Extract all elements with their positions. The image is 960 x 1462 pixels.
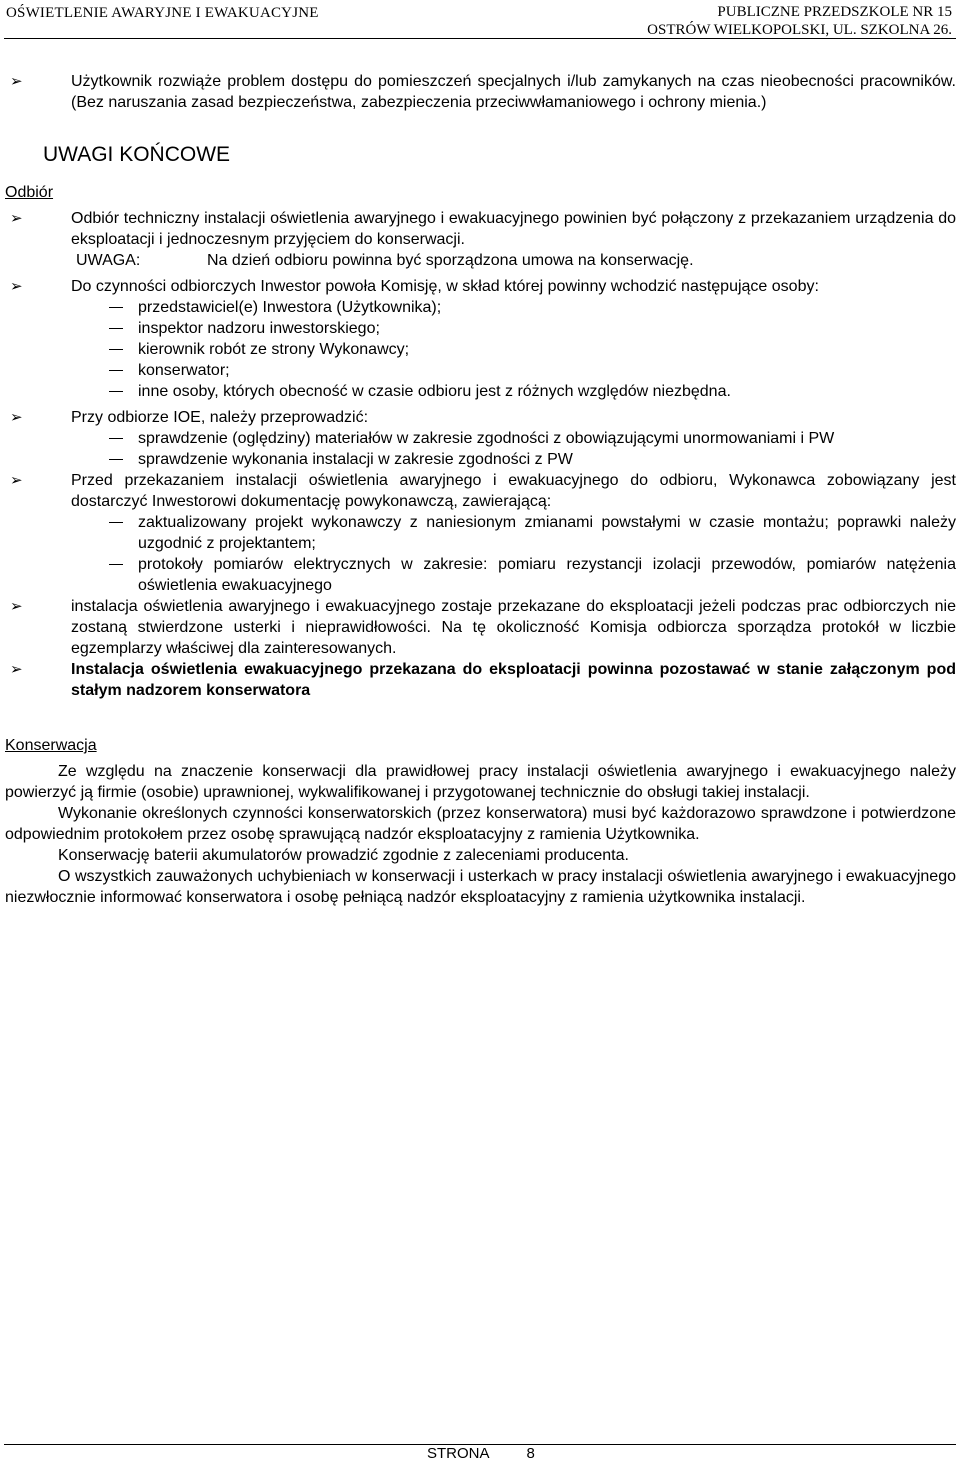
arrow-bullet-icon: ➢ [10, 210, 23, 227]
list-item-text: inspektor nadzoru inwestorskiego; [138, 320, 380, 337]
odbior-bullet-4-text: Przed przekazaniem instalacji oświetlenia awaryjnego i ewakuacyjnego do odbioru, Wykonawca zobowiązany jest dostarczyć Inwestorowi dokumentację powykonawczą, zawierającą: [71, 472, 956, 510]
header-school [647, 3, 952, 39]
header-school-address: OSTRÓW WIELKOPOLSKI, UL. SZKOLNA 26. [647, 22, 952, 38]
odbior-bullet-6-text: Instalacja oświetlenia ewakuacyjnego przekazana do eksploatacji powinna pozostawać w stanie załączonym pod stałym nadzorem konserwatora [71, 661, 956, 699]
konserwacja-paragraph-2: Wykonanie określonych czynności konserwatorskich (przez konserwatora) musi być każdorazowo sprawdzone i potwierdzone odpowiednim protokołem przez osobę sprawującą nadzór eksploatacyjny z ramienia Użytkownika. [5, 805, 956, 843]
list-item-text: konserwator; [138, 362, 230, 379]
list-item-text: sprawdzenie (oględziny) materiałów w zakresie zgodności z obowiązującymi unormowaniami i PW [138, 430, 835, 447]
page-body [5, 71, 956, 908]
section-heading-konserwacja: Konserwacja [5, 737, 97, 754]
section-heading-uwagi: UWAGI KOŃCOWE [43, 143, 231, 166]
dash-icon [109, 328, 123, 329]
odbior-bullet-3-text: Przy odbiorze IOE, należy przeprowadzić: [71, 409, 369, 426]
footer-label: STRONA [427, 1445, 490, 1462]
page-footer [427, 1445, 535, 1462]
uwaga-text: Na dzień odbioru powinna być sporządzona umowa na konserwację. [207, 252, 694, 269]
list-item-text: zaktualizowany projekt wykonawczy z naniesionym zmianami powstałymi w czasie montażu; poprawki należy uzgodnić z projektantem; [138, 514, 956, 552]
header-title: OŚWIETLENIE AWARYJNE I EWAKUACYJNE [6, 5, 319, 21]
list-item-text: sprawdzenie wykonania instalacji w zakresie zgodności z PW [138, 451, 573, 468]
dash-icon [109, 522, 123, 523]
arrow-bullet-icon: ➢ [10, 661, 23, 678]
konserwacja-paragraph-1: Ze względu na znaczenie konserwacji dla prawidłowej pracy instalacji oświetlenia awaryjnego i ewakuacyjnego należy powierzyć ją firmie (osobie) uprawnionej, wykwalifikowanej i przygotowanej technicznie do obsługi takiej instalacji. [5, 763, 956, 801]
header-rule [4, 38, 956, 39]
list-item [5, 428, 956, 449]
konserwacja-paragraph-3: Konserwację baterii akumulatorów prowadzić zgodnie z zaleceniami producenta. [58, 847, 629, 864]
list-item [5, 339, 956, 360]
list-item [5, 512, 956, 554]
list-item [5, 318, 956, 339]
list-item-text: kierownik robót ze strony Wykonawcy; [138, 341, 410, 358]
arrow-bullet-icon: ➢ [10, 278, 23, 295]
dash-icon [109, 391, 123, 392]
odbior-bullet-2-text: Do czynności odbiorczych Inwestor powoła Komisję, w skład której powinny wchodzić następujące osoby: [71, 278, 819, 295]
konserwacja-paragraph-4: O wszystkich zauważonych uchybieniach w konserwacji i usterkach w pracy instalacji oświetlenia awaryjnego i ewakuacyjnego niezwłocznie informować konserwatora i osobę pełniącą nadzór eksploatacyjny z ramienia użytkownika instalacji. [5, 868, 956, 906]
section-heading-odbior: Odbiór [5, 184, 54, 201]
header-school-name: PUBLICZNE PRZEDSZKOLE NR 15 [717, 4, 952, 20]
odbior-bullet-6 [5, 659, 956, 701]
odbior-bullet-5 [5, 596, 956, 659]
list-item-text: przedstawiciel(e) Inwestora (Użytkownika); [138, 299, 442, 316]
odbior-bullet-1-text: Odbiór techniczny instalacji oświetlenia awaryjnego i ewakuacyjnego powinien być połączony z przekazaniem urządzenia do eksploatacji i jednoczesnym przyjęciem do konserwacji. [71, 210, 956, 248]
intro-bullet [5, 71, 956, 113]
arrow-bullet-icon: ➢ [10, 409, 23, 426]
odbior-bullet-2 [5, 276, 956, 297]
list-item-text: protokoły pomiarów elektrycznych w zakresie: pomiaru rezystancji izolacji przewodów, pomiarów natężenia oświetlenia ewakuacyjnego [138, 556, 956, 594]
dash-icon [109, 370, 123, 371]
list-item-text: inne osoby, których obecność w czasie odbioru jest z różnych względów niezbędna. [138, 383, 731, 400]
list-item [5, 449, 956, 470]
list-item [5, 360, 956, 381]
dash-icon [109, 307, 123, 308]
page-number: 8 [526, 1445, 535, 1462]
dash-icon [109, 349, 123, 350]
odbior-bullet-4 [5, 470, 956, 512]
odbior-bullet-3 [5, 407, 956, 428]
dash-icon [109, 564, 123, 565]
arrow-bullet-icon: ➢ [10, 472, 23, 489]
odbior-bullet-5-text: instalacja oświetlenia awaryjnego i ewakuacyjnego zostaje przekazane do eksploatacji jeżeli podczas prac odbiorczych nie zostaną stwierdzone usterki i nieprawidłowości. Na tę okoliczność Komisja odbiorcza sporządza protokół w liczbie egzemplarzy właściwej dla zainteresowanych. [71, 598, 956, 657]
arrow-bullet-icon: ➢ [10, 598, 23, 615]
uwaga-label: UWAGA: [76, 252, 141, 269]
list-item [5, 381, 956, 402]
odbior-bullet-1 [5, 208, 956, 250]
arrow-bullet-icon: ➢ [10, 73, 23, 90]
uwaga-note [5, 250, 956, 271]
intro-bullet-text: Użytkownik rozwiąże problem dostępu do pomieszczeń specjalnych i/lub zamykanych na czas nieobecności pracowników. (Bez naruszania zasad bezpieczeństwa, zabezpieczenia przeciwwłamaniowego i ochrony mienia.) [71, 73, 956, 111]
list-item [5, 554, 956, 596]
dash-icon [109, 438, 123, 439]
list-item [5, 297, 956, 318]
dash-icon [109, 459, 123, 460]
